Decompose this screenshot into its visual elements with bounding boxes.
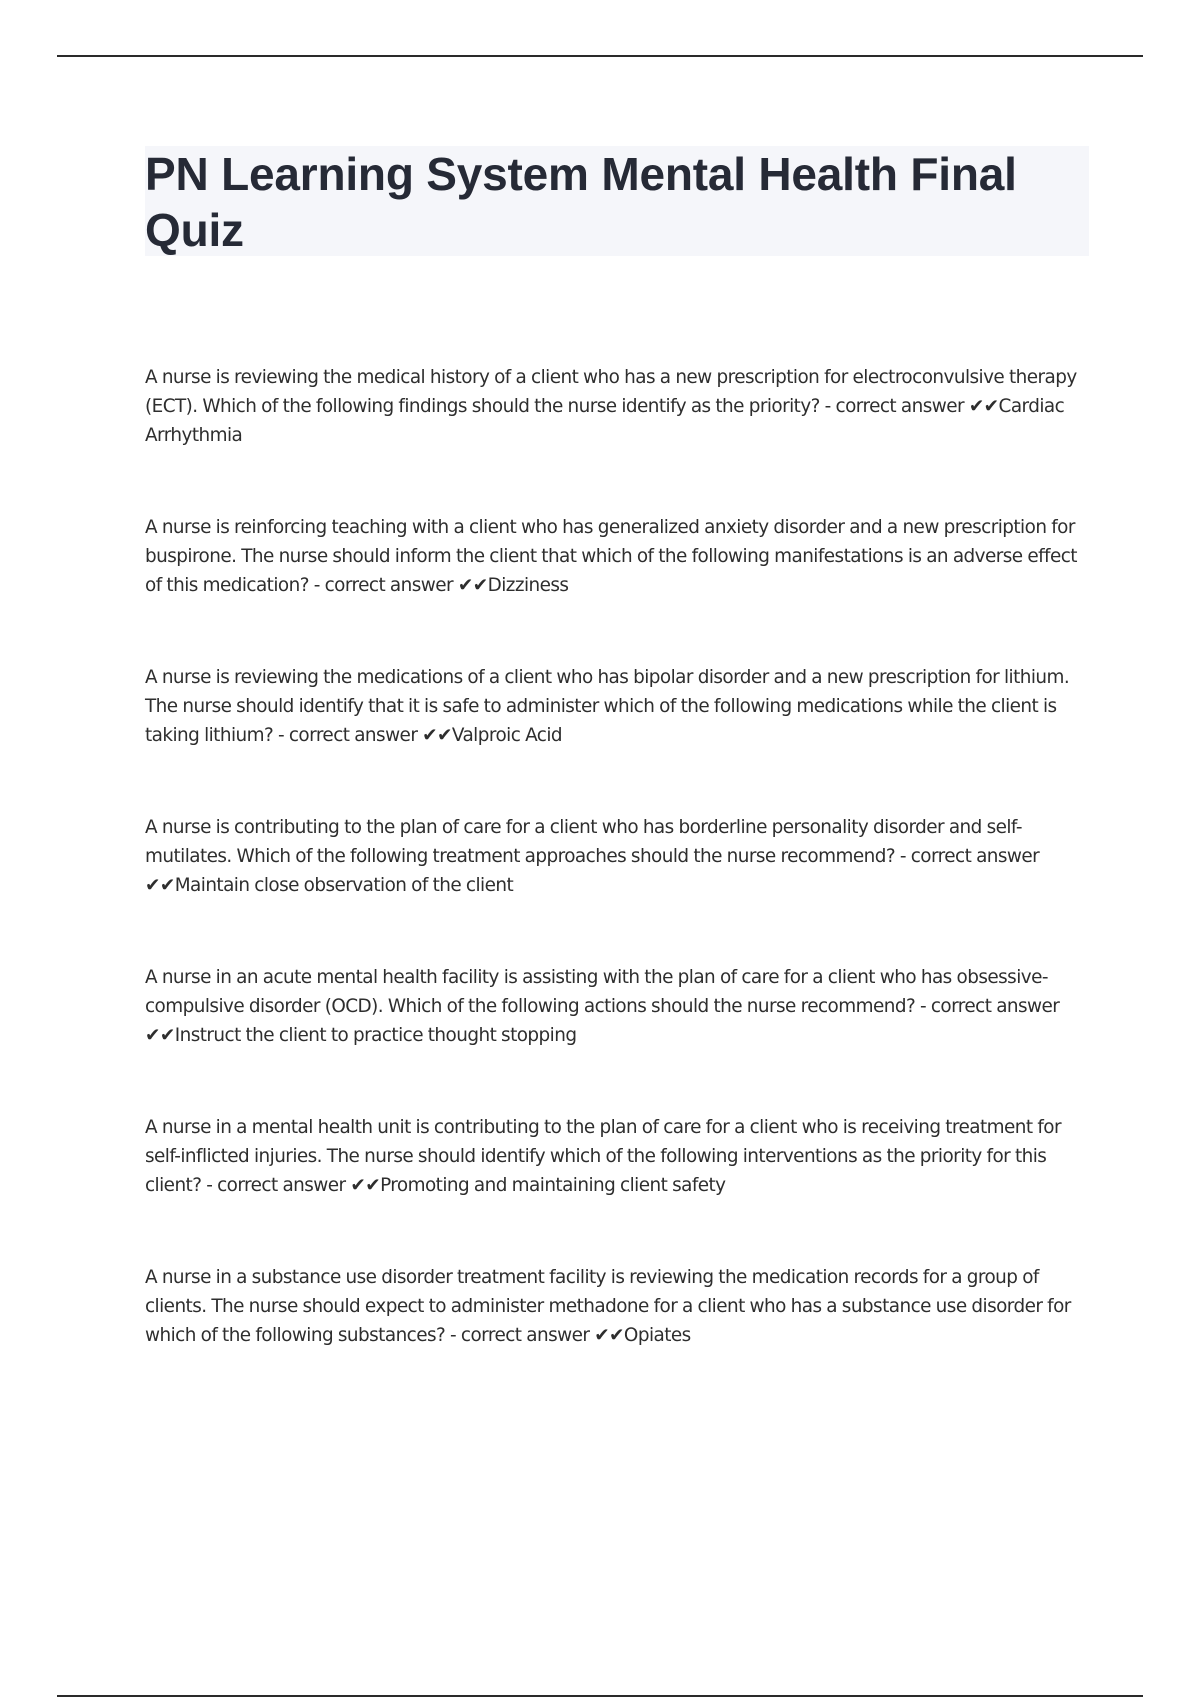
- check-marks-icon: ✔✔: [968, 396, 999, 418]
- question-text: A nurse is reviewing the medical history of a client who has a new prescription for electroconvulsive therapy (ECT). Which of the following findings should the nurse identify as the priority? - correct answer: [145, 367, 1077, 418]
- question-text: A nurse in an acute mental health facility is assisting with the plan of care for a client who has obsessive-compulsive disorder (OCD). Which of the following actions should the nurse recommend? - correct answer: [145, 967, 1060, 1018]
- answer-text: Valproic Acid: [451, 725, 563, 747]
- question-item-6: [145, 1113, 1090, 1200]
- question-text: A nurse is reviewing the medications of a client who has bipolar disorder and a new prescription for lithium. The nurse should identify that it is safe to administer which of the following medications while the client is taking lithium? - correct answer: [145, 667, 1070, 747]
- question-text: A nurse in a mental health unit is contributing to the plan of care for a client who is receiving treatment for self-inflicted injuries. The nurse should identify which of the following interventions as the priority for this client? - correct answer: [145, 1117, 1062, 1197]
- check-marks-icon: ✔✔: [422, 725, 452, 747]
- answer-text: Cardiac Arrhythmia: [145, 396, 1065, 447]
- question-item-7: [145, 1263, 1090, 1350]
- question-text: A nurse is reinforcing teaching with a client who has generalized anxiety disorder and a new prescription for buspirone. The nurse should inform the client that which of the following manifestations is an adverse effect of this medication? - correct answer: [145, 517, 1077, 597]
- footer-divider: [57, 1695, 1143, 1697]
- answer-text: Opiates: [623, 1325, 691, 1347]
- check-marks-icon: ✔✔: [350, 1175, 381, 1197]
- question-text: A nurse in a substance use disorder treatment facility is reviewing the medication records for a group of clients. The nurse should expect to administer methadone for a client who has a substance use disorder for which of the following substances? - correct answer: [145, 1267, 1071, 1347]
- question-item-2: [145, 513, 1090, 600]
- question-item-3: [145, 663, 1090, 750]
- check-marks-icon: ✔✔: [457, 575, 488, 597]
- answer-text: Dizziness: [487, 575, 569, 597]
- question-item-4: [145, 813, 1090, 900]
- check-marks-icon: ✔✔: [145, 875, 175, 897]
- question-item-1: [145, 363, 1090, 450]
- answer-text: Promoting and maintaining client safety: [380, 1175, 726, 1197]
- title-banner: [145, 146, 1089, 256]
- question-text: A nurse is contributing to the plan of care for a client who has borderline personality disorder and self-mutilates. Which of the following treatment approaches should the nurse recommend? - correct answer: [145, 817, 1040, 868]
- header-divider: [57, 55, 1143, 57]
- question-item-5: [145, 963, 1090, 1050]
- answer-text: Maintain close observation of the client: [174, 875, 514, 897]
- check-marks-icon: ✔✔: [594, 1325, 624, 1347]
- answer-text: Instruct the client to practice thought stopping: [174, 1025, 577, 1047]
- page-title: PN Learning System Mental Health Final Quiz: [145, 148, 1017, 256]
- check-marks-icon: ✔✔: [145, 1025, 175, 1047]
- question-list: [145, 345, 1090, 1350]
